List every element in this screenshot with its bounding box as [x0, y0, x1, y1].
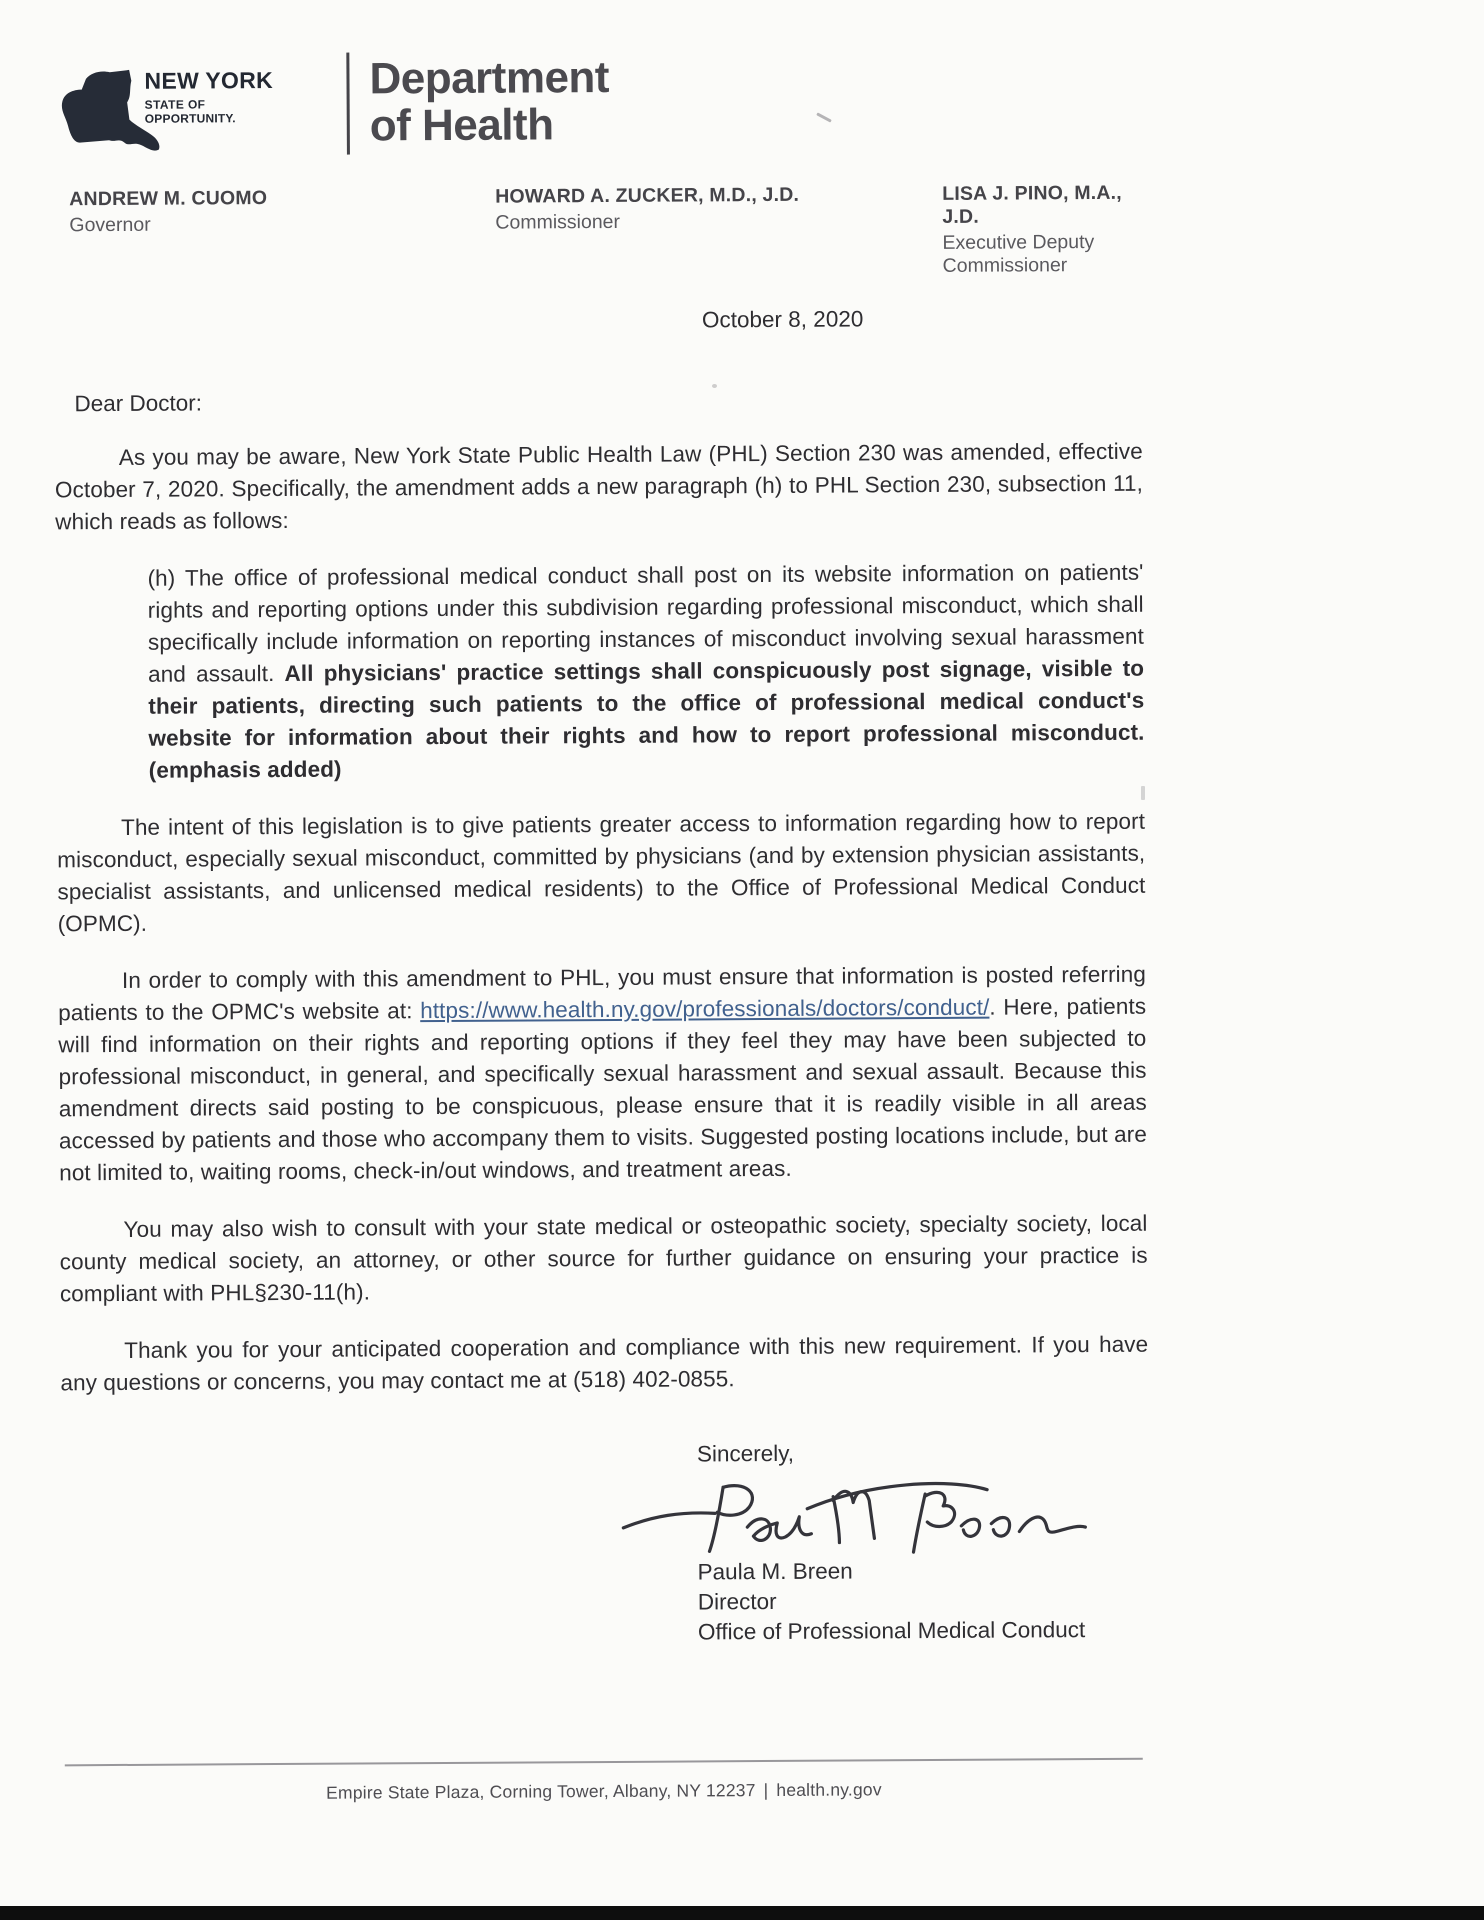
salutation: Dear Doctor:	[74, 390, 203, 417]
footer-divider	[65, 1758, 1143, 1767]
official-governor	[69, 186, 496, 284]
official-name: ANDREW M. CUOMO	[69, 187, 268, 211]
letterhead-divider	[346, 53, 350, 155]
letterhead-brand	[52, 44, 1141, 167]
official-deputy-commissioner	[942, 182, 1142, 278]
letter-content	[52, 0, 1150, 1803]
footer-address-line	[65, 1778, 1143, 1806]
department-line2: of Health	[369, 99, 554, 151]
footer-address: Empire State Plaza, Corning Tower, Albany, NY 12237	[326, 1780, 756, 1803]
letter-date: October 8, 2020	[701, 306, 864, 333]
official-title: Governor	[69, 213, 151, 237]
ny-state-logo	[52, 49, 341, 167]
officials-row	[53, 182, 1142, 284]
paragraph-intent: The intent of this legislation is to give patients greater access to information regarding how to report misconduct, especially sexual misconduct, committed by physicians (and by extension physician assistants, specialist assistants, and unlicensed medical residents) to the Office of Professional Medical Conduct (OPMC).	[57, 808, 1146, 937]
scan-artifact	[712, 384, 717, 388]
paragraph-compliance-before-link: In order to comply with this amendment to PHL, you must ensure that information is posted referring patients to the OPMC's website at:	[58, 961, 1147, 1026]
logo-opportunity-text: OPPORTUNITY.	[144, 111, 236, 126]
footer-separator: |	[763, 1780, 769, 1801]
logo-newyork-text: NEW YORK	[144, 67, 274, 94]
letterhead	[52, 0, 1142, 283]
department-name	[369, 47, 609, 150]
statute-quote	[147, 557, 1144, 787]
scan-artifact	[1141, 786, 1145, 800]
official-commissioner	[495, 183, 943, 281]
logo-stateof-text: STATE OF	[144, 97, 206, 112]
signer-office: Office of Professional Medical Conduct	[697, 1617, 1086, 1645]
department-line1: Department	[369, 52, 610, 104]
signature-block	[697, 1437, 1150, 1648]
paragraph-thanks: Thank you for your anticipated cooperation and compliance with this new requirement. If you have any questions or concerns, you may contact me at (518) 402-0855.	[60, 1331, 1149, 1396]
statute-quote-bold: All physicians' practice settings shall conspicuously post signage, visible to their patients, directing such patients to the office of professional medical conduct's website for information about their rights and how to report professional misconduct. (emphasis added)	[148, 655, 1145, 783]
signature-image	[619, 1463, 1090, 1566]
scan-edge-strip	[0, 1906, 1484, 1920]
official-title: Commissioner	[495, 210, 621, 234]
official-title: Executive Deputy Commissioner	[942, 231, 1095, 277]
paragraph-compliance	[58, 959, 1147, 1190]
paragraph-compliance-after-link: . Here, patients will find information on their rights and reporting options if they feel they may have been subjected to professional misconduct, in general, and specifically sexual harassment and sexual assault. Because this amendment directs said posting to be conspicuous, please ensure that it is readily visible in all areas accessed by patients and those who accompany them to visits. Suggested posting locations include, but are not limited to, waiting rooms, check-in/out windows, and treatment areas.	[58, 993, 1148, 1186]
paragraph-intro: As you may be aware, New York State Public Health Law (PHL) Section 230 was amended, effective October 7, 2020. Specifically, the amendment adds a new paragraph (h) to PHL Section 230, subsection 11, which reads as follows:	[54, 438, 1144, 535]
statute-quote-normal: (h) The office of professional medical conduct shall post on its website information on patients' rights and reporting options under this subdivision regarding professional misconduct, which shall specifically include information on reporting instances of misconduct involving sexual harassment and assault.	[147, 559, 1144, 687]
opmc-website-link[interactable]: https://www.health.ny.gov/professionals/doctors/conduct/	[420, 994, 990, 1024]
official-name: HOWARD A. ZUCKER, M.D., J.D.	[495, 183, 800, 208]
signer-name: Paula M. Breen	[697, 1558, 853, 1585]
closing: Sincerely,	[696, 1440, 795, 1467]
signer-title: Director	[697, 1588, 777, 1615]
logo-wordmark	[144, 53, 273, 166]
footer-website: health.ny.gov	[776, 1779, 882, 1800]
official-name: LISA J. PINO, M.A., J.D.	[942, 181, 1122, 228]
paragraph-guidance: You may also wish to consult with your state medical or osteopathic society, specialty society, local county medical society, an attorney, or other source for further guidance on ensuring your practice is compliant with PHL§230-11(h).	[59, 1210, 1148, 1307]
